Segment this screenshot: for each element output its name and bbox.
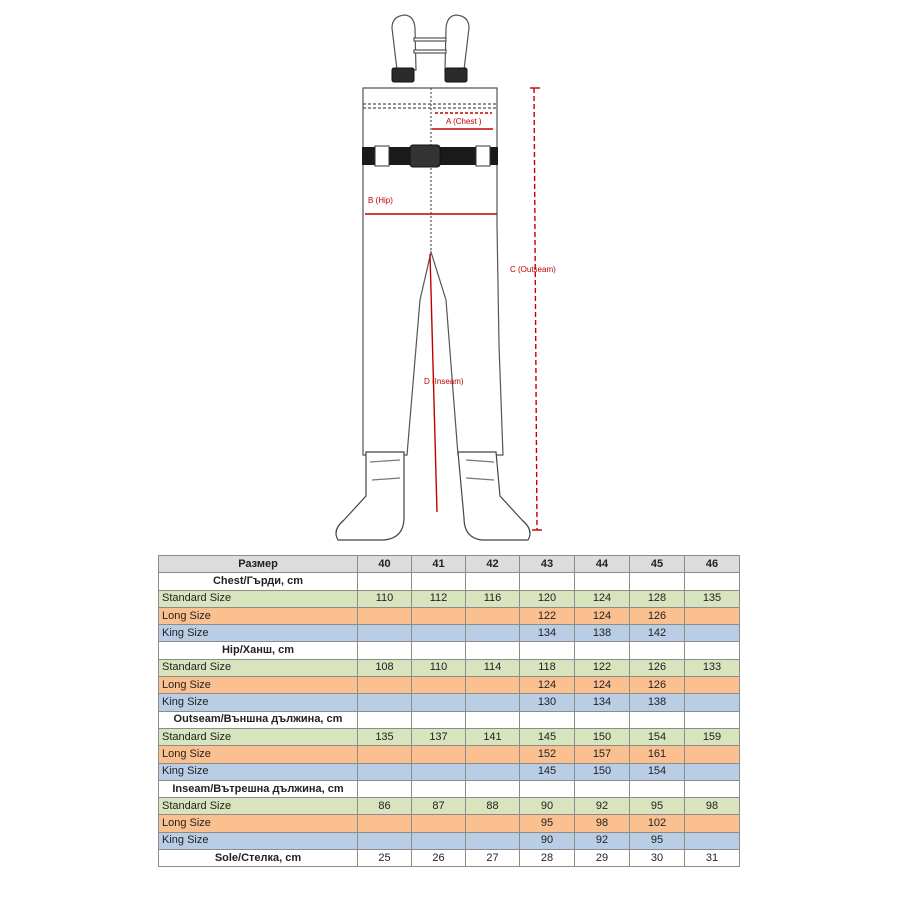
value-cell: 134 — [520, 625, 575, 642]
value-cell: 141 — [466, 728, 520, 745]
empty-cell — [520, 573, 575, 590]
table-row — [159, 607, 740, 624]
row-label: Standard Size — [159, 798, 358, 815]
value-cell — [412, 607, 466, 624]
value-cell: 27 — [466, 850, 520, 867]
value-cell — [466, 746, 520, 763]
section-title-row — [159, 573, 740, 590]
table-row — [159, 590, 740, 607]
table-row — [159, 659, 740, 676]
value-cell: 137 — [412, 728, 466, 745]
empty-cell — [685, 780, 740, 797]
value-cell — [466, 694, 520, 711]
table-row — [159, 625, 740, 642]
row-label: King Size — [159, 625, 358, 642]
value-cell: 124 — [575, 607, 630, 624]
value-cell — [685, 607, 740, 624]
value-cell: 95 — [630, 798, 685, 815]
value-cell: 126 — [630, 607, 685, 624]
value-cell — [412, 677, 466, 694]
value-cell: 154 — [630, 763, 685, 780]
size-header-cell: 43 — [520, 556, 575, 573]
value-cell: 124 — [575, 590, 630, 607]
value-cell — [466, 625, 520, 642]
value-cell — [466, 763, 520, 780]
value-cell: 135 — [685, 590, 740, 607]
empty-cell — [575, 780, 630, 797]
wader-belt — [362, 145, 498, 167]
empty-cell — [575, 642, 630, 659]
empty-cell — [358, 711, 412, 728]
value-cell — [412, 694, 466, 711]
table-row — [159, 763, 740, 780]
row-label: Standard Size — [159, 728, 358, 745]
empty-cell — [466, 780, 520, 797]
row-label: Standard Size — [159, 590, 358, 607]
value-cell — [466, 607, 520, 624]
value-cell — [358, 694, 412, 711]
empty-cell — [520, 642, 575, 659]
empty-cell — [630, 573, 685, 590]
value-cell: 150 — [575, 728, 630, 745]
empty-cell — [466, 573, 520, 590]
table-row — [159, 746, 740, 763]
row-label: Long Size — [159, 607, 358, 624]
value-cell: 128 — [630, 590, 685, 607]
table-row — [159, 798, 740, 815]
empty-cell — [358, 573, 412, 590]
value-cell — [466, 832, 520, 849]
empty-cell — [412, 573, 466, 590]
value-cell: 95 — [520, 815, 575, 832]
value-cell: 134 — [575, 694, 630, 711]
table-row — [159, 677, 740, 694]
table-header-row — [159, 556, 740, 573]
value-cell: 87 — [412, 798, 466, 815]
value-cell: 114 — [466, 659, 520, 676]
value-cell — [358, 763, 412, 780]
value-cell — [685, 832, 740, 849]
value-cell — [358, 677, 412, 694]
table-row — [159, 832, 740, 849]
empty-cell — [358, 780, 412, 797]
value-cell: 110 — [358, 590, 412, 607]
value-cell: 29 — [575, 850, 630, 867]
value-cell: 28 — [520, 850, 575, 867]
value-cell: 126 — [630, 659, 685, 676]
value-cell — [412, 746, 466, 763]
section-title-row — [159, 780, 740, 797]
empty-cell — [685, 711, 740, 728]
value-cell: 150 — [575, 763, 630, 780]
hip-label: B (Hip) — [368, 196, 393, 205]
section-title: Inseam/Вътрешна дължина, cm — [159, 780, 358, 797]
section-title-row — [159, 711, 740, 728]
value-cell — [358, 832, 412, 849]
row-label: King Size — [159, 832, 358, 849]
row-label: King Size — [159, 694, 358, 711]
value-cell: 25 — [358, 850, 412, 867]
value-cell: 90 — [520, 832, 575, 849]
value-cell — [685, 625, 740, 642]
value-cell — [412, 625, 466, 642]
value-cell: 124 — [520, 677, 575, 694]
section-title: Outseam/Външна дължина, cm — [159, 711, 358, 728]
wader-boots — [336, 452, 530, 540]
value-cell: 145 — [520, 763, 575, 780]
section-title: Chest/Гърди, cm — [159, 573, 358, 590]
value-cell: 112 — [412, 590, 466, 607]
value-cell: 122 — [520, 607, 575, 624]
value-cell: 159 — [685, 728, 740, 745]
row-label: Standard Size — [159, 659, 358, 676]
value-cell: 138 — [630, 694, 685, 711]
value-cell: 118 — [520, 659, 575, 676]
value-cell — [466, 815, 520, 832]
value-cell: 142 — [630, 625, 685, 642]
empty-cell — [575, 573, 630, 590]
value-cell: 31 — [685, 850, 740, 867]
value-cell: 135 — [358, 728, 412, 745]
size-header-cell: 41 — [412, 556, 466, 573]
value-cell — [412, 763, 466, 780]
value-cell: 86 — [358, 798, 412, 815]
empty-cell — [466, 642, 520, 659]
row-label: Long Size — [159, 815, 358, 832]
chest-label: A (Chest ) — [446, 117, 482, 126]
empty-cell — [466, 711, 520, 728]
value-cell: 138 — [575, 625, 630, 642]
value-cell — [685, 815, 740, 832]
value-cell: 92 — [575, 832, 630, 849]
value-cell: 120 — [520, 590, 575, 607]
empty-cell — [575, 711, 630, 728]
size-header-cell: 45 — [630, 556, 685, 573]
value-cell: 98 — [575, 815, 630, 832]
value-cell: 108 — [358, 659, 412, 676]
value-cell — [358, 625, 412, 642]
empty-cell — [630, 642, 685, 659]
value-cell — [466, 677, 520, 694]
section-title-row — [159, 642, 740, 659]
value-cell — [685, 694, 740, 711]
table-row — [159, 728, 740, 745]
value-cell — [412, 815, 466, 832]
wader-body — [363, 88, 503, 455]
row-label: Long Size — [159, 746, 358, 763]
value-cell: 88 — [466, 798, 520, 815]
value-cell — [685, 677, 740, 694]
table-row — [159, 815, 740, 832]
value-cell: 95 — [630, 832, 685, 849]
empty-cell — [630, 780, 685, 797]
value-cell: 154 — [630, 728, 685, 745]
value-cell: 126 — [630, 677, 685, 694]
empty-cell — [630, 711, 685, 728]
value-cell — [685, 763, 740, 780]
sole-row — [159, 850, 740, 867]
empty-cell — [520, 711, 575, 728]
empty-cell — [412, 711, 466, 728]
value-cell: 133 — [685, 659, 740, 676]
value-cell: 102 — [630, 815, 685, 832]
value-cell: 26 — [412, 850, 466, 867]
row-label: King Size — [159, 763, 358, 780]
value-cell: 130 — [520, 694, 575, 711]
row-label: Long Size — [159, 677, 358, 694]
value-cell: 30 — [630, 850, 685, 867]
value-cell: 152 — [520, 746, 575, 763]
value-cell — [685, 746, 740, 763]
empty-cell — [358, 642, 412, 659]
size-chart-table — [158, 555, 740, 867]
value-cell: 110 — [412, 659, 466, 676]
size-header-cell: 40 — [358, 556, 412, 573]
value-cell: 116 — [466, 590, 520, 607]
value-cell — [358, 815, 412, 832]
value-cell: 90 — [520, 798, 575, 815]
value-cell: 157 — [575, 746, 630, 763]
suspender-straps — [392, 15, 469, 70]
value-cell: 98 — [685, 798, 740, 815]
value-cell — [358, 746, 412, 763]
sole-title: Sole/Стелка, cm — [159, 850, 358, 867]
empty-cell — [412, 780, 466, 797]
empty-cell — [685, 573, 740, 590]
table-row — [159, 694, 740, 711]
value-cell: 122 — [575, 659, 630, 676]
size-header-cell: 42 — [466, 556, 520, 573]
value-cell: 124 — [575, 677, 630, 694]
value-cell — [412, 832, 466, 849]
empty-cell — [685, 642, 740, 659]
value-cell — [358, 607, 412, 624]
header-label: Размер — [159, 556, 358, 573]
section-title: Hip/Ханш, cm — [159, 642, 358, 659]
value-cell: 92 — [575, 798, 630, 815]
empty-cell — [520, 780, 575, 797]
value-cell: 145 — [520, 728, 575, 745]
size-header-cell: 46 — [685, 556, 740, 573]
outseam-label: C (Outseam) — [510, 265, 556, 274]
empty-cell — [412, 642, 466, 659]
size-header-cell: 44 — [575, 556, 630, 573]
value-cell: 161 — [630, 746, 685, 763]
inseam-label: D (Inseam) — [424, 377, 464, 386]
